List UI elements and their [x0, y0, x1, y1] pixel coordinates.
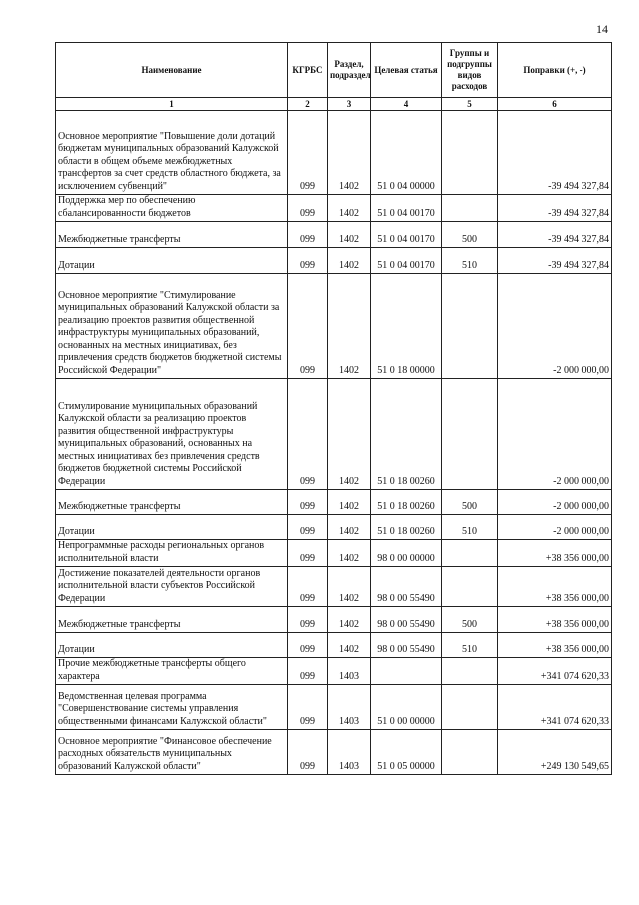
row-kgrbs-cell: 099	[288, 730, 328, 775]
row-target-article-cell: 51 0 05 00000	[371, 730, 442, 775]
row-razdel-cell: 1402	[328, 540, 371, 567]
row-name-cell: Основное мероприятие "Финансовое обеспечение расходных обязательств муниципальных образований Калужской области"	[56, 730, 288, 775]
row-razdel-cell: 1402	[328, 222, 371, 248]
row-kgrbs-cell: 099	[288, 515, 328, 540]
table-row	[56, 567, 612, 607]
row-target-article-cell: 98 0 00 55490	[371, 607, 442, 633]
row-kgrbs-cell: 099	[288, 540, 328, 567]
row-amount-cell: -39 494 327,84	[498, 222, 612, 248]
row-name-cell: Основное мероприятие "Повышение доли дотаций бюджетам муниципальных образований Калужской области в общем объеме межбюджетных трансфертов за счет средств областного бюджета, за исключением субвенций"	[56, 111, 288, 195]
header-cel: Целевая статья	[371, 43, 442, 98]
row-razdel-cell: 1402	[328, 248, 371, 274]
row-expense-group-cell	[442, 730, 498, 775]
row-kgrbs-cell: 099	[288, 490, 328, 515]
row-target-article-cell: 51 0 04 00170	[371, 222, 442, 248]
row-razdel-cell: 1403	[328, 685, 371, 730]
row-amount-cell: +341 074 620,33	[498, 658, 612, 685]
table-row	[56, 222, 612, 248]
row-amount-cell: +38 356 000,00	[498, 607, 612, 633]
row-kgrbs-cell: 099	[288, 248, 328, 274]
row-kgrbs-cell: 099	[288, 633, 328, 658]
row-amount-cell: +249 130 549,65	[498, 730, 612, 775]
table-row	[56, 490, 612, 515]
column-number-row	[56, 98, 612, 111]
column-number: 2	[288, 98, 328, 111]
row-name-cell: Дотации	[56, 633, 288, 658]
row-target-article-cell: 98 0 00 00000	[371, 540, 442, 567]
table-row	[56, 515, 612, 540]
row-target-article-cell: 51 0 04 00170	[371, 195, 442, 222]
table-row	[56, 658, 612, 685]
row-amount-cell: +38 356 000,00	[498, 540, 612, 567]
table-row	[56, 540, 612, 567]
table-row	[56, 111, 612, 195]
row-target-article-cell: 51 0 04 00170	[371, 248, 442, 274]
header-kgrbs: КГРБС	[288, 43, 328, 98]
row-razdel-cell: 1402	[328, 633, 371, 658]
header-group: Группы и подгруппы видов расходов	[442, 43, 498, 98]
row-amount-cell: -2 000 000,00	[498, 490, 612, 515]
row-razdel-cell: 1402	[328, 379, 371, 490]
row-amount-cell: +38 356 000,00	[498, 567, 612, 607]
row-expense-group-cell: 510	[442, 633, 498, 658]
row-amount-cell: -2 000 000,00	[498, 515, 612, 540]
header-row	[56, 43, 612, 98]
row-razdel-cell: 1402	[328, 515, 371, 540]
row-name-cell: Ведомственная целевая программа "Совершенствование системы управления общественными финансами Калужской области"	[56, 685, 288, 730]
page-number: 14	[596, 22, 608, 36]
row-name-cell: Непрограммные расходы региональных органов исполнительной власти	[56, 540, 288, 567]
row-name-cell: Межбюджетные трансферты	[56, 222, 288, 248]
row-name-cell: Межбюджетные трансферты	[56, 607, 288, 633]
row-name-cell: Дотации	[56, 248, 288, 274]
row-razdel-cell: 1402	[328, 490, 371, 515]
row-expense-group-cell: 500	[442, 607, 498, 633]
row-expense-group-cell	[442, 111, 498, 195]
row-name-cell: Поддержка мер по обеспечению сбалансированности бюджетов	[56, 195, 288, 222]
row-kgrbs-cell: 099	[288, 685, 328, 730]
row-kgrbs-cell: 099	[288, 111, 328, 195]
row-name-cell: Достижение показателей деятельности органов исполнительной власти субъектов Российской Федерации	[56, 567, 288, 607]
row-target-article-cell: 98 0 00 55490	[371, 567, 442, 607]
row-expense-group-cell: 500	[442, 222, 498, 248]
row-razdel-cell: 1403	[328, 658, 371, 685]
table-row	[56, 607, 612, 633]
table-row	[56, 633, 612, 658]
row-razdel-cell: 1402	[328, 111, 371, 195]
row-name-cell: Прочие межбюджетные трансферты общего характера	[56, 658, 288, 685]
row-target-article-cell: 51 0 18 00260	[371, 515, 442, 540]
row-expense-group-cell	[442, 195, 498, 222]
row-expense-group-cell	[442, 379, 498, 490]
column-number: 4	[371, 98, 442, 111]
row-amount-cell: -39 494 327,84	[498, 248, 612, 274]
row-target-article-cell: 51 0 18 00000	[371, 274, 442, 379]
row-amount-cell: -39 494 327,84	[498, 111, 612, 195]
row-kgrbs-cell: 099	[288, 195, 328, 222]
row-expense-group-cell	[442, 274, 498, 379]
column-number: 1	[56, 98, 288, 111]
table-row	[56, 379, 612, 490]
row-kgrbs-cell: 099	[288, 607, 328, 633]
row-amount-cell: -2 000 000,00	[498, 379, 612, 490]
row-expense-group-cell	[442, 540, 498, 567]
header-name: Наименование	[56, 43, 288, 98]
row-expense-group-cell: 510	[442, 248, 498, 274]
row-kgrbs-cell: 099	[288, 567, 328, 607]
row-name-cell: Стимулирование муниципальных образований Калужской области за реализацию проектов развития общественной инфраструктуры муниципальных образований, основанных на местных инициативах без привлечения средств бюджетов бюджетной системы Российской Федерации	[56, 379, 288, 490]
row-razdel-cell: 1402	[328, 195, 371, 222]
row-target-article-cell: 51 0 18 00260	[371, 379, 442, 490]
row-name-cell: Основное мероприятие "Стимулирование муниципальных образований Калужской области за реализацию проектов развития общественной инфраструктуры муниципальных образований, основанных на местных инициативах, без привлечения средств бюджетов бюджетной системы Российской Федерации"	[56, 274, 288, 379]
row-target-article-cell: 51 0 00 00000	[371, 685, 442, 730]
header-razdel: Раздел, подраздел	[328, 43, 371, 98]
row-razdel-cell: 1402	[328, 567, 371, 607]
table-row	[56, 274, 612, 379]
row-expense-group-cell	[442, 685, 498, 730]
row-expense-group-cell: 500	[442, 490, 498, 515]
row-kgrbs-cell: 099	[288, 379, 328, 490]
row-kgrbs-cell: 099	[288, 658, 328, 685]
row-target-article-cell: 51 0 18 00260	[371, 490, 442, 515]
row-target-article-cell: 51 0 04 00000	[371, 111, 442, 195]
table-row	[56, 730, 612, 775]
row-target-article-cell: 98 0 00 55490	[371, 633, 442, 658]
table-row	[56, 685, 612, 730]
row-expense-group-cell	[442, 658, 498, 685]
row-name-cell: Дотации	[56, 515, 288, 540]
row-expense-group-cell	[442, 567, 498, 607]
row-kgrbs-cell: 099	[288, 274, 328, 379]
row-razdel-cell: 1403	[328, 730, 371, 775]
row-target-article-cell	[371, 658, 442, 685]
row-name-cell: Межбюджетные трансферты	[56, 490, 288, 515]
row-expense-group-cell: 510	[442, 515, 498, 540]
budget-amendments-table	[55, 42, 612, 775]
row-kgrbs-cell: 099	[288, 222, 328, 248]
row-razdel-cell: 1402	[328, 274, 371, 379]
row-amount-cell: +38 356 000,00	[498, 633, 612, 658]
column-number: 3	[328, 98, 371, 111]
table-row	[56, 195, 612, 222]
row-amount-cell: -39 494 327,84	[498, 195, 612, 222]
header-amount: Поправки (+, -)	[498, 43, 612, 98]
row-amount-cell: +341 074 620,33	[498, 685, 612, 730]
column-number: 6	[498, 98, 612, 111]
column-number: 5	[442, 98, 498, 111]
table-row	[56, 248, 612, 274]
row-amount-cell: -2 000 000,00	[498, 274, 612, 379]
row-razdel-cell: 1402	[328, 607, 371, 633]
